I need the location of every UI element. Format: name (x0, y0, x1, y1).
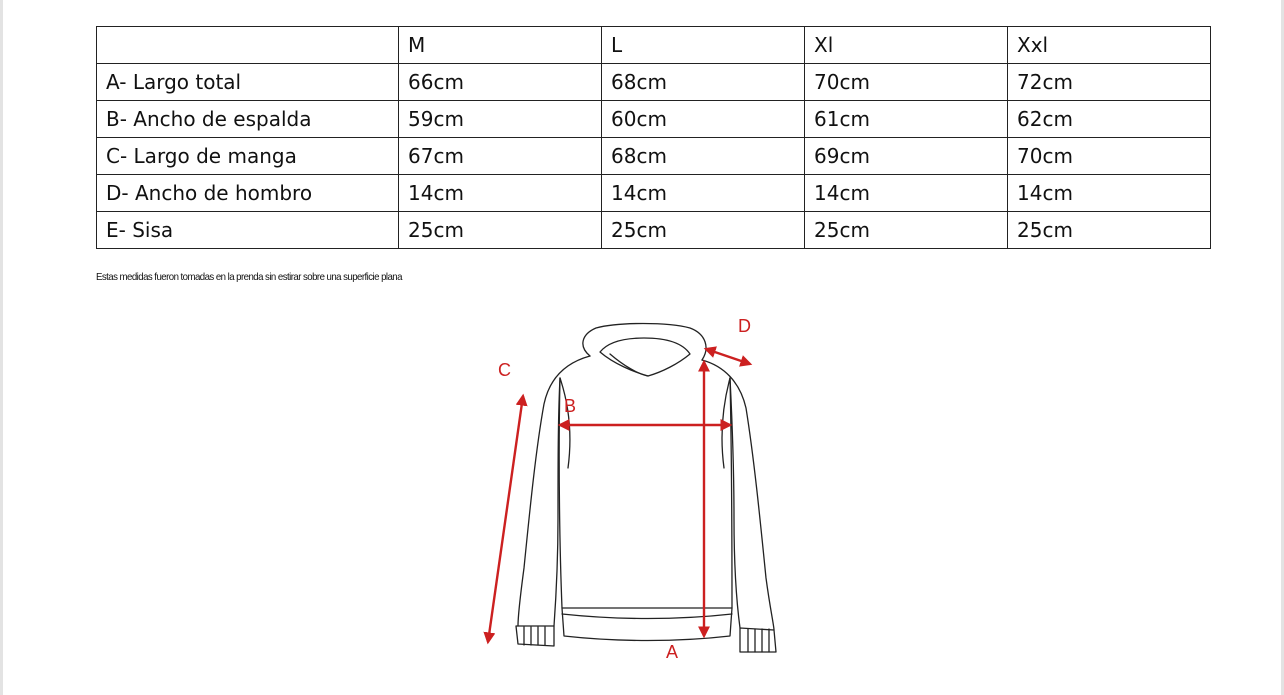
measure-label-d: D (738, 316, 751, 336)
table-cell: 67cm (399, 138, 602, 175)
table-cell: 68cm (602, 64, 805, 101)
table-cell: 25cm (805, 212, 1008, 249)
table-cell: 60cm (602, 101, 805, 138)
table-header-row (97, 27, 1211, 64)
row-label: C- Largo de manga (97, 138, 399, 175)
page-edge-left (0, 0, 3, 695)
table-cell: 14cm (399, 175, 602, 212)
table-cell: 66cm (399, 64, 602, 101)
table-cell: 70cm (1008, 138, 1211, 175)
table-cell: 25cm (399, 212, 602, 249)
header-cell-m: M (399, 27, 602, 64)
hoodie-diagram (478, 308, 798, 688)
header-cell-xxl: Xxl (1008, 27, 1211, 64)
table-row (97, 138, 1211, 175)
row-label: D- Ancho de hombro (97, 175, 399, 212)
hoodie-outline-icon (478, 308, 798, 688)
measure-label-a: A (666, 642, 679, 662)
header-cell-xl: Xl (805, 27, 1008, 64)
row-label: E- Sisa (97, 212, 399, 249)
table-cell: 62cm (1008, 101, 1211, 138)
table-cell: 14cm (805, 175, 1008, 212)
measure-label-c: C (498, 360, 511, 380)
table-cell: 25cm (602, 212, 805, 249)
table-row (97, 212, 1211, 249)
table-cell: 68cm (602, 138, 805, 175)
measure-d-arrow (706, 349, 750, 364)
measurement-note: Estas medidas fueron tomadas en la prenda sin estirar sobre una superficie plana (96, 271, 402, 283)
table-cell: 14cm (1008, 175, 1211, 212)
row-label: A- Largo total (97, 64, 399, 101)
table-row (97, 101, 1211, 138)
measure-c-arrow (488, 396, 523, 642)
row-label: B- Ancho de espalda (97, 101, 399, 138)
table-row (97, 64, 1211, 101)
table-cell: 70cm (805, 64, 1008, 101)
table-cell: 72cm (1008, 64, 1211, 101)
table-cell: 25cm (1008, 212, 1211, 249)
table-cell: 59cm (399, 101, 602, 138)
size-table (96, 26, 1211, 249)
table-cell: 61cm (805, 101, 1008, 138)
table-row (97, 175, 1211, 212)
header-cell-l: L (602, 27, 805, 64)
table-cell: 14cm (602, 175, 805, 212)
measure-label-b: B (564, 396, 577, 416)
header-cell-empty (97, 27, 399, 64)
table-cell: 69cm (805, 138, 1008, 175)
